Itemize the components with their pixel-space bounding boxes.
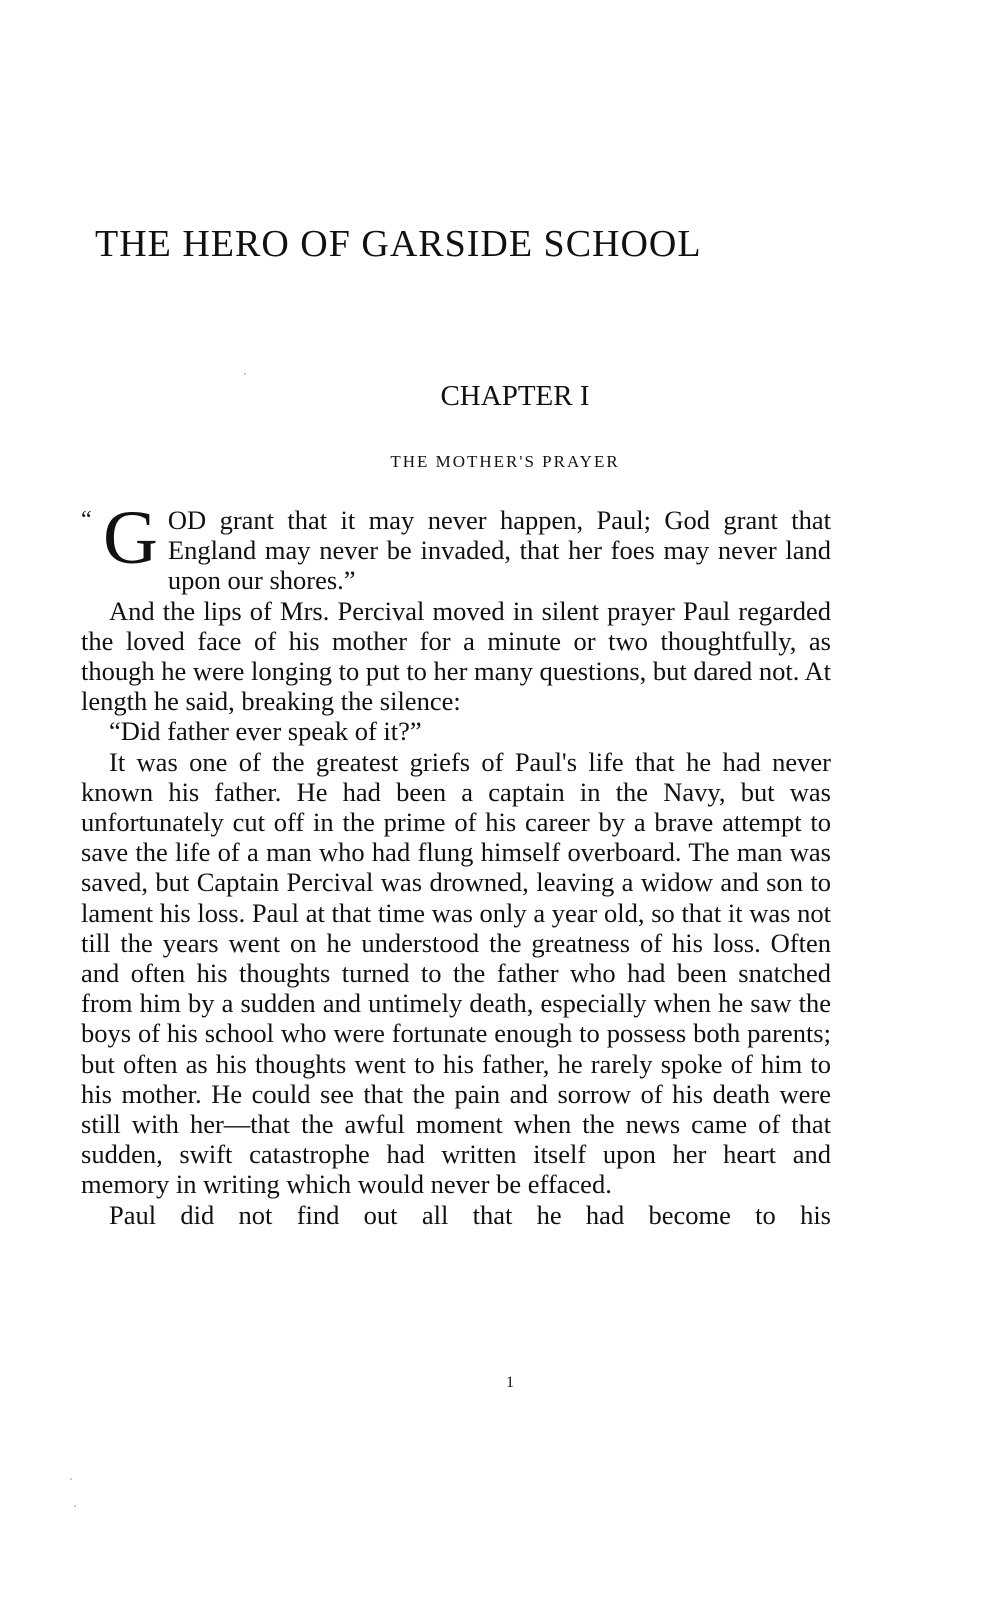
paragraph: And the lips of Mrs. Percival moved in silent prayer Paul regarded the loved face of his mother for a minute or two thoughtfully, as though he were longing to put to her many questions, but dared not. At length he said, breaking the silence:: [81, 595, 831, 717]
opening-text: OD grant that it may never happen, Paul; God grant that England may never be invaded, that her foes may never land upon our shores.”: [167, 505, 831, 596]
paper-speck: [70, 1478, 72, 1480]
book-title: THE HERO OF GARSIDE SCHOOL: [95, 223, 702, 265]
page-number: 1: [506, 1374, 514, 1391]
paragraph: It was one of the greatest griefs of Paul's life that he had never known his father. He had been a captain in the Navy, but was unfortunately cut off in the prime of his career by a brave attempt to save the life of a man who had flung himself overboard. The man was saved, but Captain Percival was drowned, leaving a widow and son to lament his loss. Paul at that time was only a year old, so that it was not till the years went on he understood the greatness of his loss. Often and often his thoughts turned to the father who had been snatched from him by a sudden and untimely death, especially when he saw the boys of his school who were fortunate enough to possess both parents; but often as his thoughts went to his father, he rarely spoke of him to his mother. He could see that the pain and sorrow of his death were still with her—that the awful moment when the news came of that sudden, swift catastrophe had written itself upon her heart and memory in writing which would never be effaced.: [81, 746, 831, 1200]
paper-speck: [74, 1505, 76, 1507]
paragraph: “Did father ever speak of it?”: [109, 716, 422, 747]
chapter-number: CHAPTER I: [440, 380, 590, 412]
drop-cap: G: [103, 496, 158, 580]
paper-speck: [244, 373, 246, 375]
opening-quote-mark: “: [81, 507, 92, 533]
chapter-title: THE MOTHER'S PRAYER: [390, 452, 620, 471]
chapter-body: [81, 496, 831, 1230]
paragraph: Paul did not find out all that he had become to his: [109, 1199, 831, 1230]
opening-paragraph: [81, 496, 831, 596]
